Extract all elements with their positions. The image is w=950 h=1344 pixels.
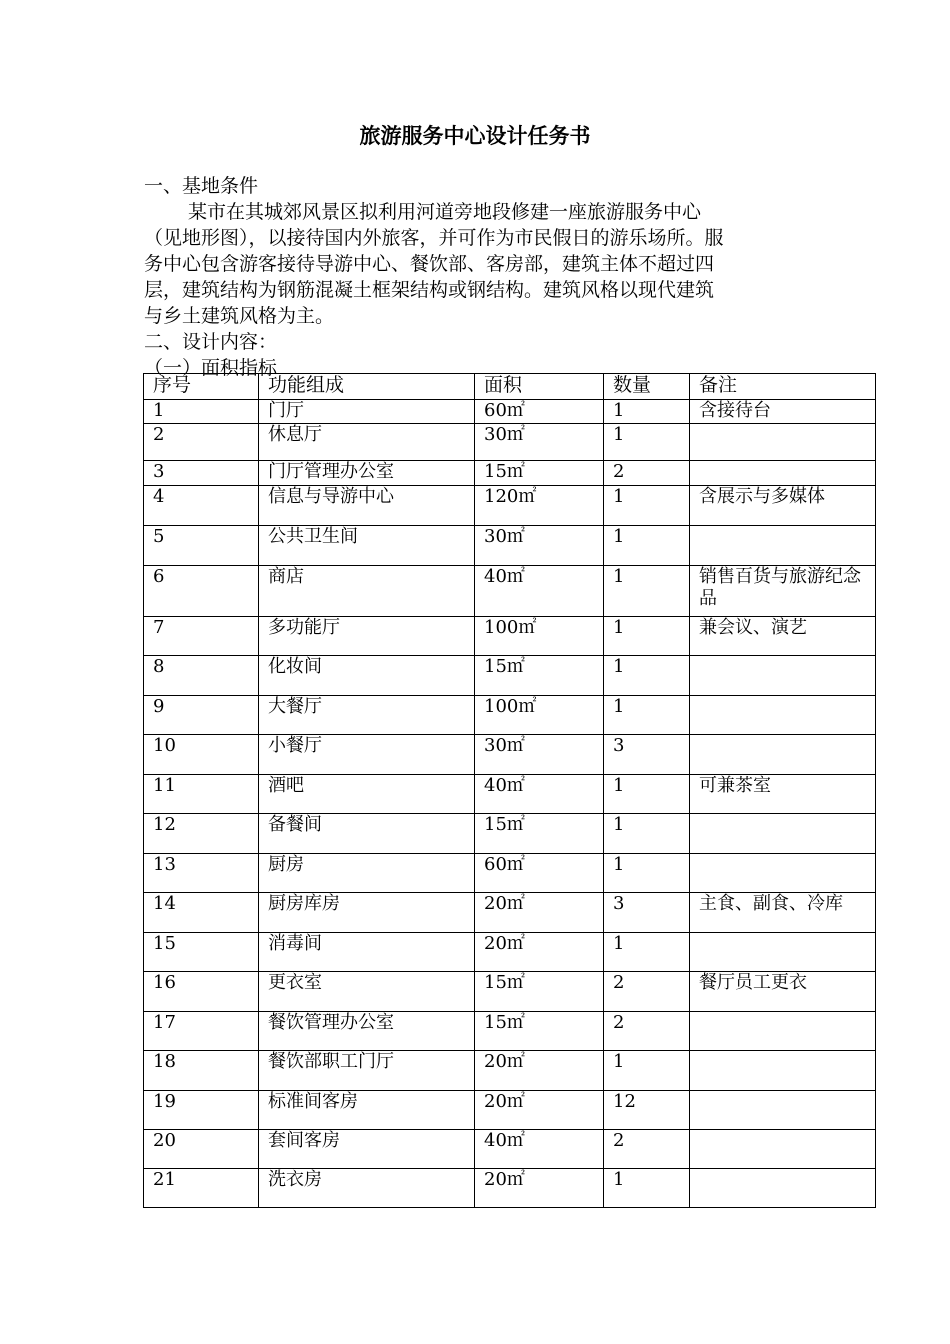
cell-function: 大餐厅 — [259, 696, 475, 735]
cell-area: 120㎡ — [475, 486, 604, 526]
cell-quantity: 1 — [604, 486, 690, 526]
cell-note — [690, 1169, 876, 1208]
cell-no: 17 — [144, 1012, 259, 1051]
cell-note — [690, 1051, 876, 1091]
cell-area: 20㎡ — [475, 1169, 604, 1208]
table-row — [144, 566, 876, 617]
cell-area: 20㎡ — [475, 893, 604, 933]
document-title: 旅游服务中心设计任务书 — [359, 124, 591, 148]
cell-area: 60㎡ — [475, 400, 604, 424]
table-row — [144, 972, 876, 1012]
cell-area: 15㎡ — [475, 814, 604, 854]
table-row — [144, 424, 876, 461]
cell-no: 16 — [144, 972, 259, 1012]
cell-quantity: 1 — [604, 1169, 690, 1208]
cell-area: 20㎡ — [475, 1091, 604, 1130]
table-row — [144, 1130, 876, 1169]
table-row — [144, 893, 876, 933]
cell-area: 40㎡ — [475, 566, 604, 617]
cell-quantity: 12 — [604, 1091, 690, 1130]
subsection-heading-area: （一）面积指标 — [144, 357, 278, 379]
cell-no: 1 — [144, 400, 259, 424]
table-row — [144, 1012, 876, 1051]
cell-no: 19 — [144, 1091, 259, 1130]
cell-area: 15㎡ — [475, 461, 604, 486]
cell-note — [690, 854, 876, 893]
cell-no: 15 — [144, 933, 259, 972]
header-area: 面积 — [475, 374, 604, 400]
cell-no: 2 — [144, 424, 259, 461]
cell-no: 21 — [144, 1169, 259, 1208]
table-row — [144, 486, 876, 526]
cell-no: 5 — [144, 526, 259, 566]
cell-quantity: 1 — [604, 696, 690, 735]
cell-no: 20 — [144, 1130, 259, 1169]
cell-quantity: 1 — [604, 566, 690, 617]
cell-quantity: 2 — [604, 1130, 690, 1169]
cell-area: 20㎡ — [475, 933, 604, 972]
cell-note — [690, 461, 876, 486]
header-function: 功能组成 — [259, 374, 475, 400]
cell-function: 标准间客房 — [259, 1091, 475, 1130]
cell-function: 更衣室 — [259, 972, 475, 1012]
body-text — [144, 173, 814, 381]
table-row — [144, 656, 876, 696]
cell-no: 11 — [144, 775, 259, 814]
cell-quantity: 2 — [604, 972, 690, 1012]
cell-note: 兼会议、演艺 — [690, 617, 876, 656]
cell-area: 30㎡ — [475, 735, 604, 775]
cell-note — [690, 933, 876, 972]
table-row — [144, 854, 876, 893]
table-row — [144, 735, 876, 775]
cell-function: 公共卫生间 — [259, 526, 475, 566]
paragraph-line: 与乡土建筑风格为主。 — [144, 305, 335, 327]
table-row — [144, 461, 876, 486]
cell-note — [690, 1012, 876, 1051]
cell-function: 厨房库房 — [259, 893, 475, 933]
cell-no: 4 — [144, 486, 259, 526]
cell-quantity: 3 — [604, 735, 690, 775]
header-no: 序号 — [144, 374, 259, 400]
cell-quantity: 1 — [604, 400, 690, 424]
cell-no: 8 — [144, 656, 259, 696]
cell-no: 6 — [144, 566, 259, 617]
area-table — [143, 373, 876, 1208]
table-row — [144, 526, 876, 566]
section-heading-design: 二、设计内容： — [144, 331, 278, 353]
cell-note: 餐厅员工更衣 — [690, 972, 876, 1012]
cell-quantity: 1 — [604, 854, 690, 893]
cell-note — [690, 735, 876, 775]
cell-area: 100㎡ — [475, 696, 604, 735]
cell-function: 酒吧 — [259, 775, 475, 814]
cell-no: 12 — [144, 814, 259, 854]
table-row — [144, 775, 876, 814]
cell-area: 30㎡ — [475, 526, 604, 566]
table-row — [144, 1091, 876, 1130]
cell-quantity: 2 — [604, 461, 690, 486]
cell-note — [690, 696, 876, 735]
cell-function: 消毒间 — [259, 933, 475, 972]
cell-note: 主食、副食、冷库 — [690, 893, 876, 933]
cell-function: 餐饮部职工门厅 — [259, 1051, 475, 1091]
cell-function: 门厅 — [259, 400, 475, 424]
cell-note: 销售百货与旅游纪念品 — [690, 566, 876, 617]
cell-quantity: 1 — [604, 617, 690, 656]
cell-function: 餐饮管理办公室 — [259, 1012, 475, 1051]
cell-area: 15㎡ — [475, 1012, 604, 1051]
table-row — [144, 696, 876, 735]
table-row — [144, 1051, 876, 1091]
cell-function: 小餐厅 — [259, 735, 475, 775]
table-row — [144, 400, 876, 424]
cell-note — [690, 814, 876, 854]
cell-note — [690, 424, 876, 461]
table-row — [144, 933, 876, 972]
cell-no: 18 — [144, 1051, 259, 1091]
paragraph-line: 层，建筑结构为钢筋混凝土框架结构或钢结构。建筑风格以现代建筑 — [144, 279, 715, 301]
cell-quantity: 1 — [604, 424, 690, 461]
cell-no: 9 — [144, 696, 259, 735]
cell-quantity: 1 — [604, 1051, 690, 1091]
cell-no: 7 — [144, 617, 259, 656]
cell-area: 30㎡ — [475, 424, 604, 461]
paragraph-line: （见地形图），以接待国内外旅客，并可作为市民假日的游乐场所。服 — [144, 227, 724, 249]
cell-note: 含展示与多媒体 — [690, 486, 876, 526]
cell-function: 厨房 — [259, 854, 475, 893]
cell-function: 信息与导游中心 — [259, 486, 475, 526]
table-row — [144, 814, 876, 854]
table-header-row — [144, 374, 876, 400]
cell-area: 100㎡ — [475, 617, 604, 656]
cell-quantity: 1 — [604, 775, 690, 814]
cell-note — [690, 1130, 876, 1169]
cell-function: 多功能厅 — [259, 617, 475, 656]
cell-note: 可兼茶室 — [690, 775, 876, 814]
cell-area: 15㎡ — [475, 972, 604, 1012]
cell-quantity: 1 — [604, 526, 690, 566]
cell-quantity: 2 — [604, 1012, 690, 1051]
cell-function: 套间客房 — [259, 1130, 475, 1169]
cell-function: 洗衣房 — [259, 1169, 475, 1208]
cell-quantity: 1 — [604, 814, 690, 854]
section-heading-site: 一、基地条件 — [144, 175, 259, 197]
cell-area: 60㎡ — [475, 854, 604, 893]
cell-note: 含接待台 — [690, 400, 876, 424]
header-note: 备注 — [690, 374, 876, 400]
cell-no: 10 — [144, 735, 259, 775]
cell-no: 14 — [144, 893, 259, 933]
cell-function: 化妆间 — [259, 656, 475, 696]
cell-note — [690, 1091, 876, 1130]
cell-function: 休息厅 — [259, 424, 475, 461]
cell-no: 3 — [144, 461, 259, 486]
cell-quantity: 1 — [604, 656, 690, 696]
cell-area: 15㎡ — [475, 656, 604, 696]
cell-area: 20㎡ — [475, 1051, 604, 1091]
table-row — [144, 1169, 876, 1208]
cell-note — [690, 656, 876, 696]
cell-area: 40㎡ — [475, 775, 604, 814]
cell-quantity: 1 — [604, 933, 690, 972]
paragraph-line: 某市在其城郊风景区拟利用河道旁地段修建一座旅游服务中心 — [188, 201, 702, 223]
cell-function: 备餐间 — [259, 814, 475, 854]
header-quantity: 数量 — [604, 374, 690, 400]
cell-no: 13 — [144, 854, 259, 893]
cell-function: 商店 — [259, 566, 475, 617]
paragraph-line: 务中心包含游客接待导游中心、餐饮部、客房部，建筑主体不超过四 — [144, 253, 715, 275]
table-row — [144, 617, 876, 656]
cell-note — [690, 526, 876, 566]
cell-area: 40㎡ — [475, 1130, 604, 1169]
cell-quantity: 3 — [604, 893, 690, 933]
cell-function: 门厅管理办公室 — [259, 461, 475, 486]
